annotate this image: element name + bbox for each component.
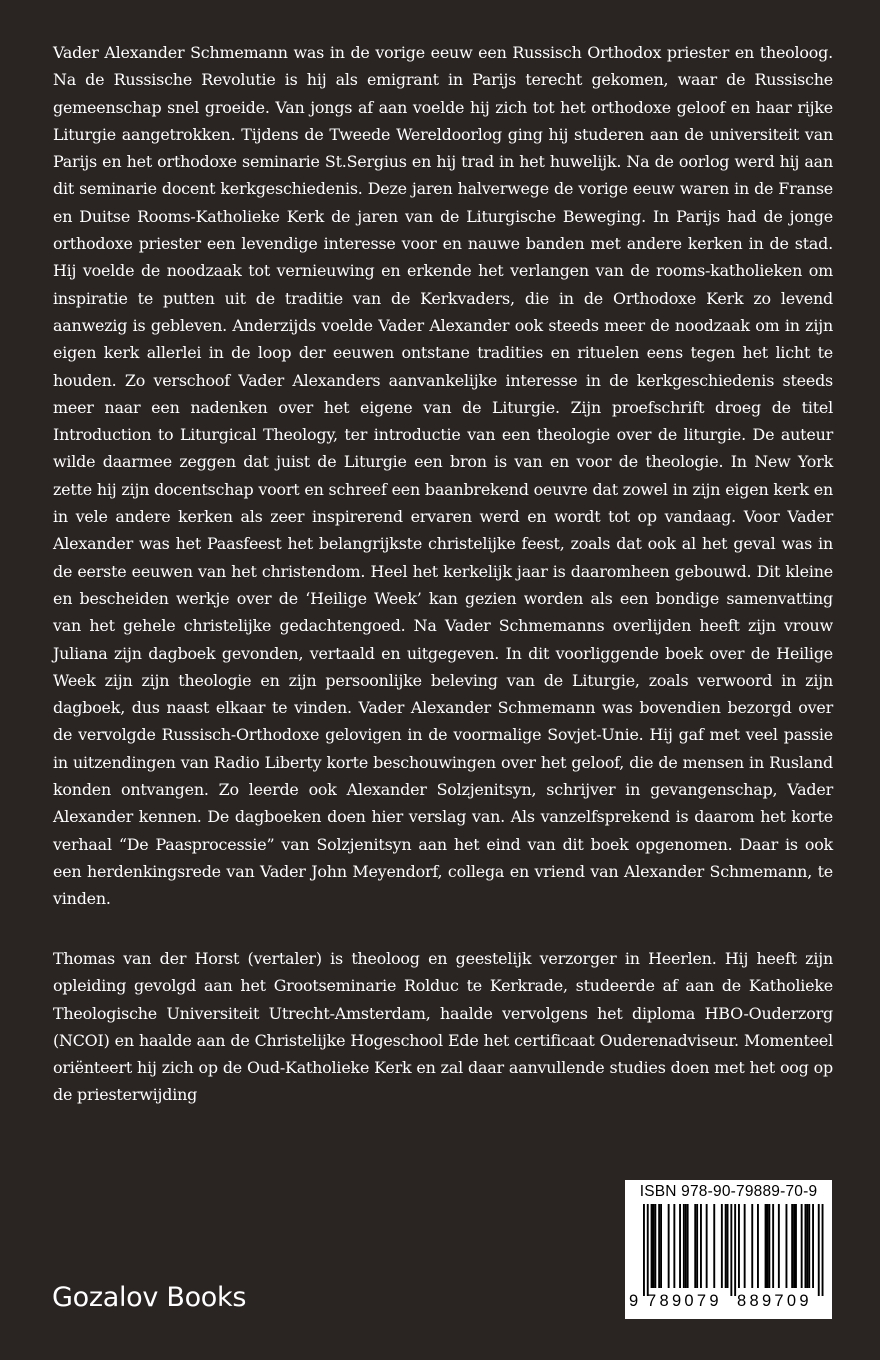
barcode-bar	[721, 1204, 723, 1288]
barcode-bar	[696, 1204, 698, 1288]
barcode-bar	[694, 1204, 696, 1288]
isbn-digits-left: 789079	[647, 1292, 722, 1310]
barcode-bar	[786, 1204, 788, 1288]
barcode-bar	[818, 1204, 820, 1296]
author-description-paragraph: Vader Alexander Schmemann was in de vorige eeuw een Russisch Orthodox priester en theoloog. Na de Russische Revolutie is hij als emigrant in Parijs terecht gekomen, waar de Russische gemeenschap snel groeide. Van jongs af aan voelde hij zich tot het orthodoxe geloof en haar rijke Liturgie aangetrokken. Tijdens de Tweede Wereldoorlog ging hij studeren aan de universiteit van Parijs en het orthodoxe seminarie St.Sergius en hij trad in het huwelijk. Na de oorlog werd hij aan dit seminarie docent kerkgeschiedenis. Deze jaren halverwege de vorige eeuw waren in de Franse en Duitse Rooms-Katholieke Kerk de jaren van de Liturgische Beweging. In Parijs had de jonge orthodoxe priester een levendige interesse voor en nauwe banden met andere kerken in de stad. Hij voelde de noodzaak tot vernieuwing en erkende het verlangen van de rooms-katholieken om inspiratie te putten uit de traditie van de Kerkvaders, die in de Orthodoxe Kerk zo levend aanwezig is gebleven. Anderzijds voelde Vader Alexander ook steeds meer de noodzaak om in zijn eigen kerk allerlei in de loop der eeuwen ontstane tradities en rituelen eens tegen het licht te houden. Zo verschoof Vader Alexanders aanvankelijke interesse in de kerkgeschiedenis steeds meer naar een nadenken over het eigene van de Liturgie. Zijn proefschrift droeg de titel Introduction to Liturgical Theology, ter introductie van een theologie over de liturgie. De auteur wilde daarmee zeggen dat juist de Liturgie een bron is van en voor de theologie. In New York zette hij zijn docentschap voort en schreef een baanbrekend oeuvre dat zowel in zijn eigen kerk en in vele andere kerken als zeer inspirerend ervaren werd en wordt tot op vandaag. Voor Vader Alexander was het Paasfeest het belangrijkste christelijke feest, zoals dat ook al het geval was in de eerste eeuwen van het christendom. Heel het kerkelijk jaar is daaromheen gebouwd. Dit kleine en bescheiden werkje over de ‘Heilige Week’ kan gezien worden als een bondige samenvatting van het gehele christelijke gedachtengoed. Na Vader Schmemanns overlijden heeft zijn vrouw Juliana zijn dagboek gevonden, vertaald en uitgegeven. In dit voorliggende boek over de Heilige Week zijn zijn theologie en zijn persoonlijke beleving van de Liturgie, zoals verwoord in zijn dagboek, dus naast elkaar te vinden. Vader Alexander Schmemann was bovendien bezorgd over de vervolgde Russisch-Orthodoxe gelovigen in de voormalige Sovjet-Unie. Hij gaf met veel passie in uitzendingen van Radio Liberty korte beschouwingen over het geloof, die de mensen in Rusland konden ontvangen. Zo leerde ook Alexander Solzjenitsyn, schrijver in gevangenschap, Vader Alexander kennen. De dagboeken doen hier verslag van. Als vanzelfsprekend is daarom het korte verhaal “De Paasprocessie” van Solzjenitsyn aan het eind van dit boek opgenomen. Daar is ook een herdenkingsrede van Vader John Meyendorf, collega en vriend van Alexander Schmemann, te vinden.	[53, 43, 833, 909]
barcode-bar	[668, 1204, 670, 1288]
barcode-bar	[725, 1204, 727, 1288]
barcode-bar	[778, 1204, 780, 1288]
barcode-bar	[730, 1204, 732, 1296]
barcode-bar	[765, 1204, 767, 1288]
barcode-bar	[734, 1204, 736, 1296]
barcode-bar	[685, 1204, 687, 1288]
barcode-bar	[806, 1204, 808, 1288]
barcode-bar	[822, 1204, 824, 1296]
translator-bio-paragraph: Thomas van der Horst (vertaler) is theoloog en geestelijk verzorger in Heerlen. Hij heeft zijn opleiding gevolgd aan het Grootseminarie Rolduc te Kerkrade, studeerde af aan de Katholieke Theologische Universiteit Utrecht-Amsterdam, haalde vervolgens het diploma HBO-Ouderzorg (NCOI) en haalde aan de Christelijke Hogeschool Ede het certificaat Ouderenadviseur. Momenteel oriënteert hij zich op de Oud-Katholieke Kerk en zal daar aanvullende studies doen met het oog op de priesterwijding	[53, 949, 833, 1105]
barcode-bar	[805, 1204, 807, 1288]
barcode-bar	[651, 1204, 653, 1288]
barcode-bar	[751, 1204, 753, 1288]
barcode-bar	[768, 1204, 770, 1288]
barcode-bar	[767, 1204, 769, 1288]
barcode-bar	[808, 1204, 810, 1288]
barcode-bar	[772, 1204, 774, 1288]
barcode-bar	[679, 1204, 681, 1288]
barcode-bar	[700, 1204, 702, 1288]
publisher-name: Gozalov Books	[52, 1282, 247, 1313]
barcode-bar	[757, 1204, 759, 1288]
barcode-bar	[791, 1204, 793, 1288]
barcode-bar	[643, 1204, 645, 1296]
barcode-image	[635, 1204, 825, 1296]
barcode-bar	[793, 1204, 795, 1288]
isbn-digit-lead: 9	[629, 1292, 642, 1310]
barcode-bar	[683, 1204, 685, 1288]
barcode-bar	[647, 1204, 649, 1296]
barcode-bar	[812, 1204, 814, 1288]
barcode-bar	[801, 1204, 803, 1288]
barcode-bar	[660, 1204, 662, 1288]
barcode-bar	[744, 1204, 746, 1288]
isbn-label: ISBN 978-90-79889-70-9	[639, 1183, 818, 1200]
barcode-bar	[795, 1204, 797, 1288]
barcode-bar	[673, 1204, 675, 1288]
barcode-bar	[658, 1204, 660, 1288]
barcode-bar	[713, 1204, 715, 1288]
barcode-bar	[727, 1204, 729, 1288]
isbn-barcode-block	[625, 1180, 832, 1319]
isbn-digits-right: 889709	[737, 1292, 812, 1310]
barcode-bar	[706, 1204, 708, 1288]
barcode-bar	[687, 1204, 689, 1288]
barcode-bar	[738, 1204, 740, 1288]
barcode-bar	[653, 1204, 655, 1288]
barcode-bar	[654, 1204, 656, 1288]
